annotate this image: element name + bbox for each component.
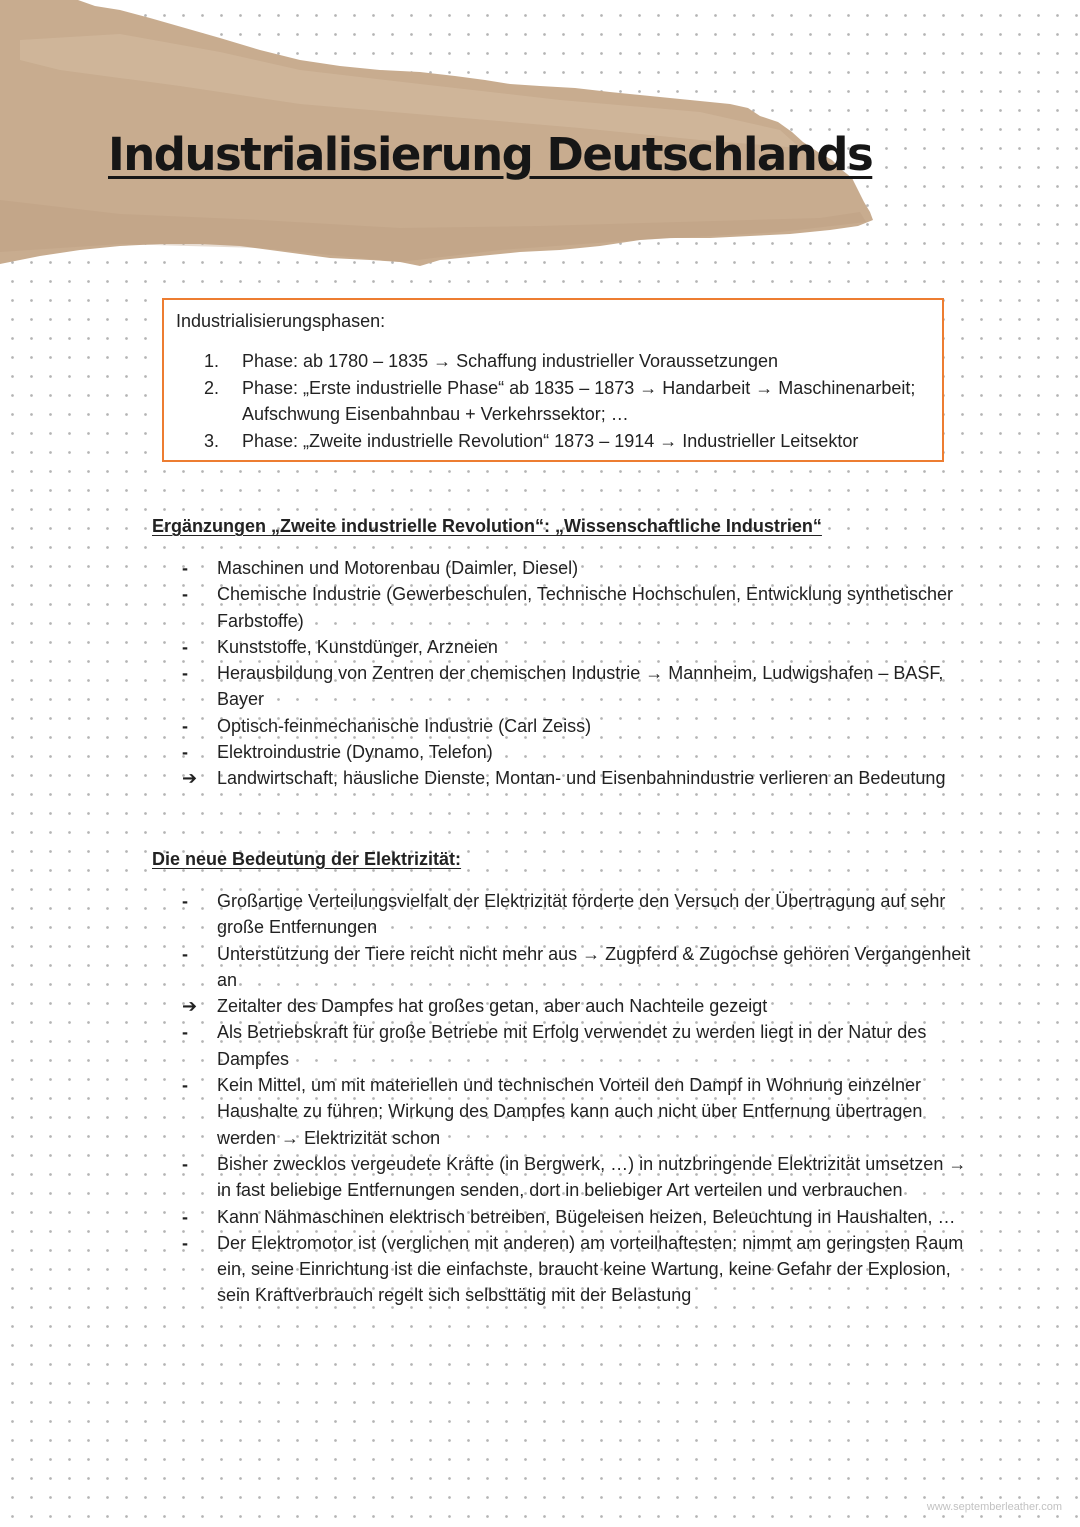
bullet-dash: - <box>182 1075 188 1096</box>
list-item-text: Herausbildung von Zentren der chemischen Industrie → Mannheim, Ludwigshafen – BASF, Bayer <box>217 663 944 710</box>
list-item-text: Als Betriebskraft für große Betriebe mit Erfolg verwendet zu werden liegt in der Natur des Dampfes <box>217 1022 927 1069</box>
phases-heading: Industrialisierungsphasen: <box>176 311 386 331</box>
list-item <box>182 713 982 739</box>
list-item <box>182 941 982 994</box>
electricity-list <box>182 888 982 1309</box>
list-item-text: Kann Nähmaschinen elektrisch betreiben, Bügeleisen heizen, Beleuchtung in Haushalten, … <box>217 1206 956 1227</box>
phase-item <box>204 428 934 455</box>
list-item <box>182 634 982 660</box>
bullet-dash: - <box>182 715 188 736</box>
list-item-text: Unterstützung der Tiere reicht nicht mehr aus → Zugpferd & Zugochse gehören Vergangenheit an <box>217 943 971 990</box>
list-item <box>182 581 982 634</box>
bullet-dash: - <box>182 584 188 605</box>
list-item <box>182 993 982 1019</box>
list-item-text: Bisher zwecklos vergeudete Kräfte (in Bergwerk, …) in nutzbringende Elektrizität umsetzen → in fast beliebige Entfernungen senden, dort in beliebiger Art verteilen und verbrauchen <box>217 1153 967 1201</box>
list-item-text: Kein Mittel, um mit materiellen und technischen Vorteil den Dampf in Wohnung einzelner Haushalte zu führen; Wirkung des Dampfes kann auch nicht über Entfernung übertragen werden → Elektrizität schon <box>217 1075 923 1148</box>
phases-box <box>162 298 944 462</box>
list-item <box>182 765 982 791</box>
bullet-dash: - <box>182 1232 188 1253</box>
phases-list <box>204 348 934 454</box>
phase-text: Phase: „Zweite industrielle Revolution“ 1873 – 1914 → Industrieller Leitsektor <box>242 430 859 451</box>
list-item-text: Maschinen und Motorenbau (Daimler, Diesel) <box>217 558 579 578</box>
list-item <box>182 888 982 941</box>
list-item <box>182 1204 982 1230</box>
list-item-text: Zeitalter des Dampfes hat großes getan, aber auch Nachteile gezeigt <box>217 996 768 1017</box>
section-heading-electricity: Die neue Bedeutung der Elektrizität: <box>152 849 462 869</box>
list-item <box>182 1072 982 1151</box>
list-item-text: Großartige Verteilungsvielfalt der Elektrizität förderte den Versuch der Übertragung auf sehr große Entfernungen <box>217 891 946 938</box>
list-item <box>182 1151 982 1204</box>
page-title: Industrialisierung Deutschlands <box>108 128 873 181</box>
phase-item <box>204 375 934 428</box>
list-item-text: Elektroindustrie (Dynamo, Telefon) <box>217 742 493 763</box>
bullet-dash: - <box>182 558 188 578</box>
phase-number: 1. <box>204 351 220 371</box>
list-item <box>182 660 982 713</box>
bullet-dash: - <box>182 891 188 911</box>
list-item <box>182 1230 982 1309</box>
list-item-text: Optisch-feinmechanische Industrie (Carl Zeiss) <box>217 715 592 736</box>
list-item-text: Landwirtschaft, häusliche Dienste, Montan- und Eisenbahnindustrie verlieren an Bedeutung <box>217 768 946 789</box>
phase-number: 3. <box>204 430 220 451</box>
bullet-dash: - <box>182 663 188 684</box>
bullet-dash: - <box>182 1153 188 1174</box>
bullet-dash: - <box>182 1206 188 1227</box>
list-item-text: Kunststoffe, Kunstdünger, Arzneien <box>217 636 498 657</box>
list-item <box>182 1019 982 1072</box>
phase-text: Phase: „Erste industrielle Phase“ ab 1835 – 1873 → Handarbeit → Maschinenarbeit; Aufschwung Eisenbahnbau + Verkehrssektor; … <box>242 377 916 424</box>
bullet-dash: - <box>182 1022 188 1043</box>
phase-item <box>204 348 934 375</box>
bullet-dash: - <box>182 943 188 964</box>
list-item-text: Chemische Industrie (Gewerbeschulen, Technische Hochschulen, Entwicklung synthetischer Farbstoffe) <box>217 584 954 631</box>
section-heading-second-revolution: Ergänzungen „Zweite industrielle Revolution“: „Wissenschaftliche Industrien“ <box>152 516 822 536</box>
list-item <box>182 555 982 581</box>
arrow-bullet-icon: ➔ <box>182 996 198 1017</box>
list-item <box>182 739 982 765</box>
second-revolution-list <box>182 555 982 792</box>
bullet-dash: - <box>182 742 188 763</box>
watermark: www.septemberleather.com <box>926 1501 1062 1513</box>
phase-text: Phase: ab 1780 – 1835 → Schaffung industrieller Voraussetzungen <box>242 351 779 371</box>
phase-number: 2. <box>204 377 220 398</box>
list-item-text: Der Elektromotor ist (verglichen mit anderen) am vorteilhaftesten: nimmt am geringsten Raum ein, seine Einrichtung ist die einfachste, braucht keine Wartung, keine Gefahr der Explosion, sein Kraftverbrauch regelt sich selbsttätig mit der Belastung <box>217 1232 964 1306</box>
bullet-dash: - <box>182 636 188 657</box>
arrow-bullet-icon: ➔ <box>182 768 198 789</box>
